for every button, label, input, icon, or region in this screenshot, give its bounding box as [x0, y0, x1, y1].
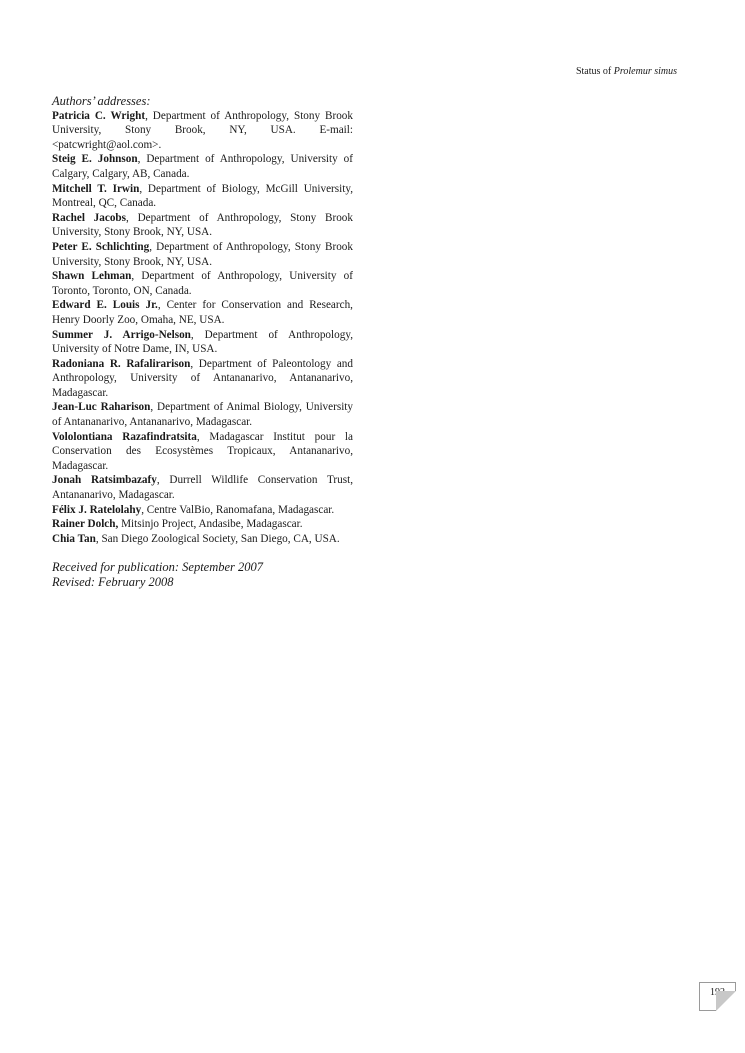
running-head-prefix: Status of	[575, 66, 612, 77]
author-name: Vololontiana Razafindratsita	[52, 430, 197, 443]
author-entry	[52, 430, 353, 474]
page-curl-icon	[716, 991, 736, 1011]
author-entry	[52, 357, 353, 401]
author-name: Mitchell T. Irwin	[52, 182, 140, 195]
author-affiliation: , Department of Paleontology and Anthropology, University of Antananarivo, Antananarivo, Madagascar.	[52, 357, 353, 399]
author-entry	[52, 328, 353, 357]
revised-date: Revised: February 2008	[52, 575, 174, 589]
author-entry	[52, 298, 353, 327]
author-name: Radoniana R. Rafalirarison	[52, 357, 191, 370]
running-head-species: Prolemur simus	[613, 66, 677, 77]
author-affiliation: , San Diego Zoological Society, San Diego, CA, USA.	[95, 532, 340, 545]
author-entry	[52, 503, 353, 518]
author-affiliation: , Centre ValBio, Ranomafana, Madagascar.	[141, 503, 335, 516]
author-name: Rainer Dolch,	[52, 518, 119, 531]
author-entry	[52, 517, 353, 532]
author-affiliation: , Department of Biology, McGill University, Montreal, QC, Canada.	[52, 182, 353, 210]
author-name: Shawn Lehman	[52, 270, 132, 283]
author-affiliation: , Durrell Wildlife Conservation Trust, Antananarivo, Madagascar.	[52, 474, 353, 502]
running-head	[576, 66, 677, 78]
author-name: Peter E. Schlichting	[52, 240, 150, 253]
author-name: Patricia C. Wright	[52, 109, 146, 122]
author-affiliation: Mitsinjo Project, Andasibe, Madagascar.	[118, 518, 303, 531]
author-name: Chia Tan	[52, 532, 96, 545]
author-affiliation: , Department of Animal Biology, University of Antananarivo, Antananarivo, Madagascar.	[52, 401, 354, 429]
author-affiliation: , Department of Anthropology, University of Calgary, Calgary, AB, Canada.	[52, 153, 353, 180]
author-affiliation: , Department of Anthropology, University of Toronto, Toronto, ON, Canada.	[52, 270, 354, 297]
page-number-box	[699, 982, 736, 1011]
author-entry	[52, 473, 353, 502]
author-name: Edward E. Louis Jr.	[52, 299, 158, 312]
addresses-heading: Authors’ addresses:	[52, 94, 151, 108]
author-name: Rachel Jacobs	[52, 211, 127, 224]
author-affiliation: , Department of Anthropology, University of Notre Dame, IN, USA.	[52, 328, 353, 356]
author-name: Steig E. Johnson	[52, 153, 138, 166]
author-affiliation: , Department of Anthropology, Stony Brook University, Stony Brook, NY, USA.	[52, 211, 353, 239]
author-name: Félix J. Ratelolahy	[52, 503, 142, 516]
author-affiliation: , Madagascar Institut pour la Conservation des Ecosystèmes Tropicaux, Antananarivo, Madagascar.	[52, 430, 354, 472]
author-name: Summer J. Arrigo-Nelson	[52, 328, 191, 341]
author-entry	[52, 400, 353, 429]
author-affiliation: , Department of Anthropology, Stony Brook University, Stony Brook, NY, USA.	[52, 240, 353, 268]
author-entry	[52, 109, 353, 153]
author-entry	[52, 152, 353, 181]
author-entry	[52, 532, 353, 547]
author-entry	[52, 269, 353, 298]
author-name: Jonah Ratsimbazafy	[52, 474, 157, 487]
author-affiliation: , Center for Conservation and Research, Henry Doorly Zoo, Omaha, NE, USA.	[52, 299, 353, 326]
page-number: 192	[710, 987, 725, 998]
author-entry	[52, 240, 353, 269]
author-name: Jean-Luc Raharison	[52, 401, 151, 414]
received-date: Received for publication: September 2007	[52, 560, 264, 575]
author-entry	[52, 182, 353, 211]
authors-addresses-section	[52, 94, 353, 590]
author-affiliation: , Department of Anthropology, Stony Brook University, Stony Brook, NY, USA. E-mail: <patcwright@aol.com>.	[52, 109, 353, 151]
publication-dates	[52, 560, 353, 589]
author-entry	[52, 211, 353, 240]
